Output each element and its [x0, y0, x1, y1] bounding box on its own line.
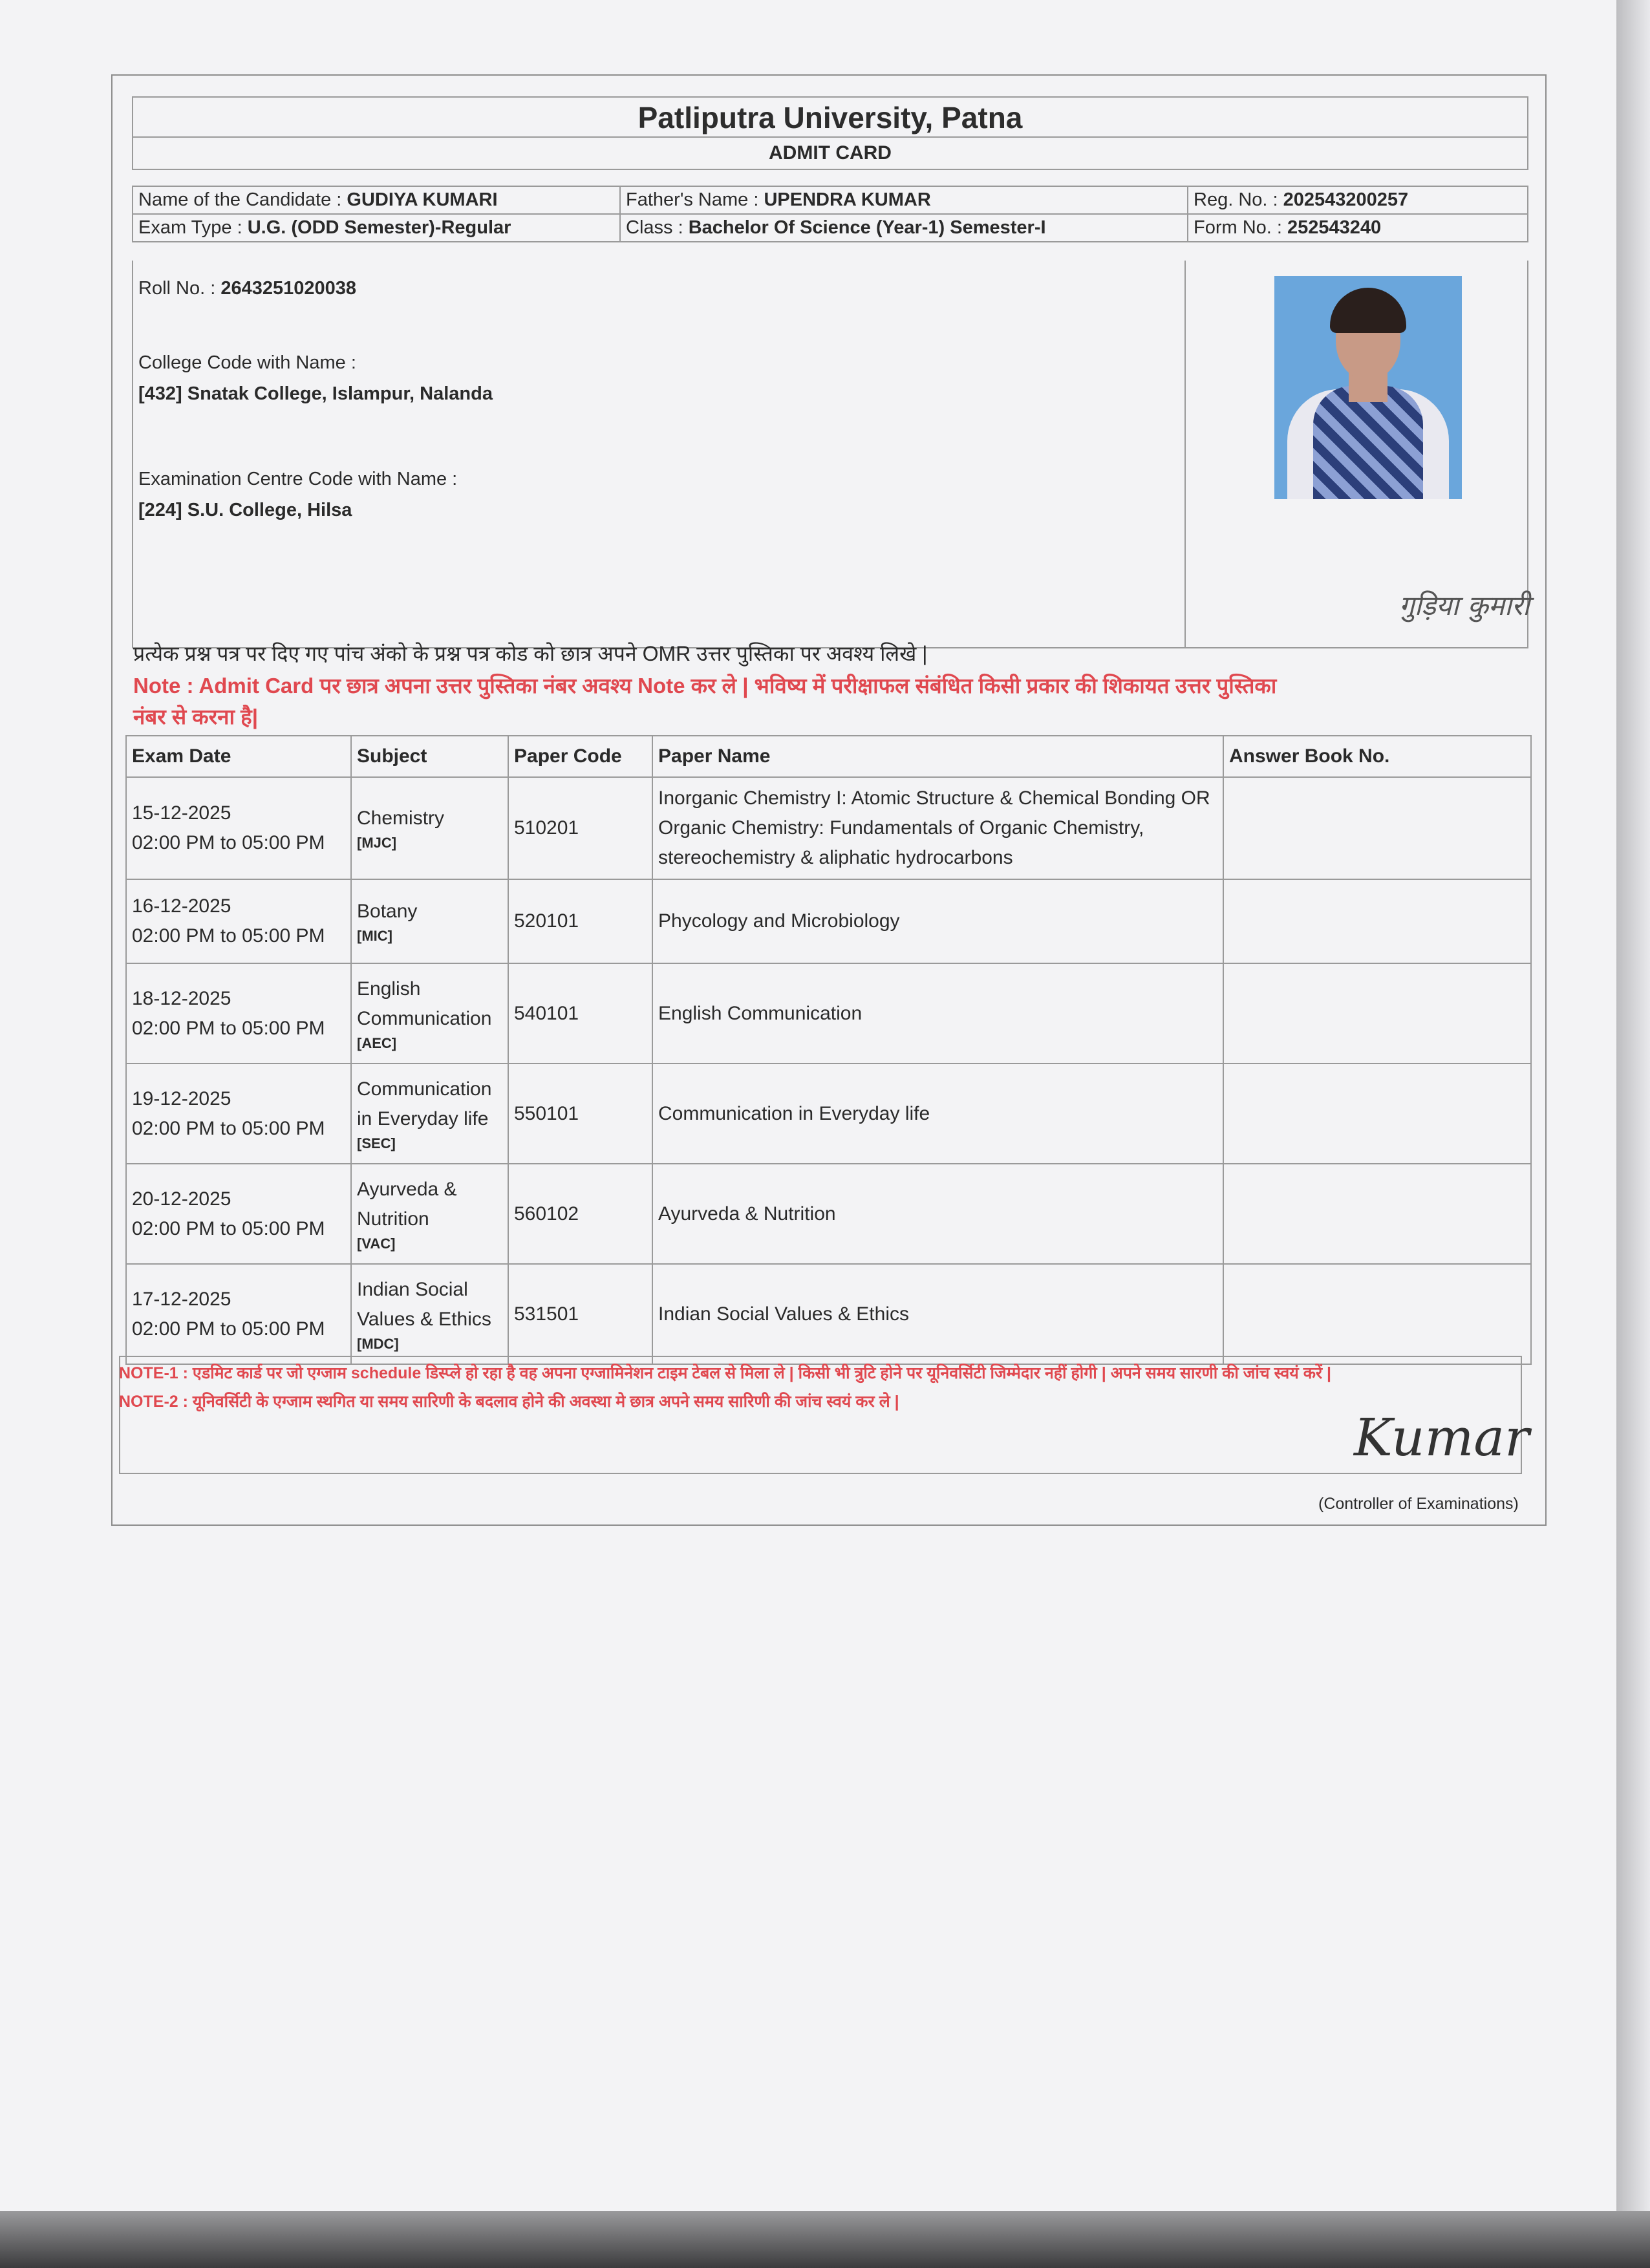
- note-1: NOTE-1 : एडमिट कार्ड पर जो एग्जाम schedule डिस्प्ले हो रहा है वह अपना एग्जामिनेशन टाइम टेबल से मिला ले | किसी भी त्रुटि होने पर यूनिवर्सिटी जिम्मेदार नहीं होगी | अपने समय सारणी की जांच स्वयं करें |: [119, 1364, 1332, 1382]
- controller-signature: Kumar: [1354, 1407, 1530, 1468]
- reg-no: 202543200257: [1283, 189, 1409, 210]
- candidate-name: GUDIYA KUMARI: [347, 189, 498, 210]
- table-row: 15-12-2025 02:00 PM to 05:00 PM Chemistry [MJC] 510201 Inorganic Chemistry I: Atomic Structure & Chemical Bonding OR Organic Chemistry: Fundamentals of Organic Chemistry, stereochemistry & aliphatic hydrocarbons: [126, 777, 1531, 879]
- college-name: [432] Snatak College, Islampur, Nalanda: [138, 383, 493, 404]
- centre-block: Examination Centre Code with Name : [224] S.U. College, Hilsa: [138, 464, 457, 526]
- candidate-photo: [1274, 276, 1462, 499]
- exam-type-cell: Exam Type : U.G. (ODD Semester)-Regular: [133, 214, 620, 242]
- scanner-bed: [0, 2211, 1650, 2268]
- col-exam-date: Exam Date: [126, 736, 351, 777]
- note-2: NOTE-2 : यूनिवर्सिटी के एग्जाम स्थगित या समय सारिणी के बदलाव होने की अवस्था मे छात्र अपने समय सारिणी की जांच स्वयं कर ले |: [119, 1393, 899, 1411]
- exam-type: U.G. (ODD Semester)-Regular: [247, 217, 511, 238]
- col-paper-name: Paper Name: [652, 736, 1223, 777]
- candidate-name-cell: Name of the Candidate : GUDIYA KUMARI: [133, 186, 620, 214]
- col-answer-book: Answer Book No.: [1223, 736, 1531, 777]
- roll-no-block: Roll No. : 2643251020038: [138, 278, 356, 299]
- answer-book-note: Note : Admit Card पर छात्र अपना उत्तर पुस्तिका नंबर अवश्य Note कर ले | भविष्य में परीक्षाफल संबंधित किसी प्रकार की शिकायत उत्तर पुस्तिका नंबर से करना है|: [133, 674, 1277, 729]
- controller-label: (Controller of Examinations): [1318, 1495, 1519, 1513]
- class-cell: Class : Bachelor Of Science (Year-1) Semester-I: [620, 214, 1188, 242]
- candidate-signature: गुड़िया कुमारी: [1399, 590, 1530, 621]
- university-title: Patliputra University, Patna: [132, 96, 1528, 136]
- left-border: [132, 261, 133, 648]
- table-row: 18-12-2025 02:00 PM to 05:00 PM English Communication [AEC] 540101 English Communication: [126, 963, 1531, 1064]
- notes: [119, 1359, 1519, 1416]
- admit-card-heading: ADMIT CARD: [132, 136, 1528, 170]
- col-paper-code: Paper Code: [508, 736, 652, 777]
- reg-no-cell: Reg. No. : 202543200257: [1188, 186, 1528, 214]
- roll-no: 2643251020038: [220, 278, 356, 299]
- centre-name: [224] S.U. College, Hilsa: [138, 500, 352, 520]
- class-name: Bachelor Of Science (Year-1) Semester-I: [688, 217, 1046, 238]
- exam-schedule-table: [125, 735, 1532, 1365]
- table-row: 20-12-2025 02:00 PM to 05:00 PM Ayurveda & Nutrition [VAC] 560102 Ayurveda & Nutrition: [126, 1164, 1531, 1264]
- college-block: College Code with Name : [432] Snatak College, Islampur, Nalanda: [138, 347, 493, 409]
- photo-divider: [1184, 261, 1186, 648]
- page-edge: [1616, 0, 1650, 2211]
- table-row: 16-12-2025 02:00 PM to 05:00 PM Botany [MIC] 520101 Phycology and Microbiology: [126, 879, 1531, 963]
- col-subject: Subject: [351, 736, 508, 777]
- candidate-info-table: [132, 186, 1528, 242]
- omr-instruction: प्रत्येक प्रश्न पत्र पर दिए गए पांच अंको के प्रश्न पत्र कोड को छात्र अपने OMR उत्तर पुस्तिका पर अवश्य लिखे |: [133, 642, 928, 665]
- admit-card: [111, 74, 1547, 1526]
- form-no-cell: Form No. : 252543240: [1188, 214, 1528, 242]
- father-name: UPENDRA KUMAR: [764, 189, 931, 210]
- table-header-row: [126, 736, 1531, 777]
- table-row: 19-12-2025 02:00 PM to 05:00 PM Communication in Everyday life [SEC] 550101 Communication in Everyday life: [126, 1064, 1531, 1164]
- father-name-cell: Father's Name : UPENDRA KUMAR: [620, 186, 1188, 214]
- table-row: 17-12-2025 02:00 PM to 05:00 PM Indian Social Values & Ethics [MDC] 531501 Indian Social Values & Ethics: [126, 1264, 1531, 1364]
- form-no: 252543240: [1287, 217, 1382, 238]
